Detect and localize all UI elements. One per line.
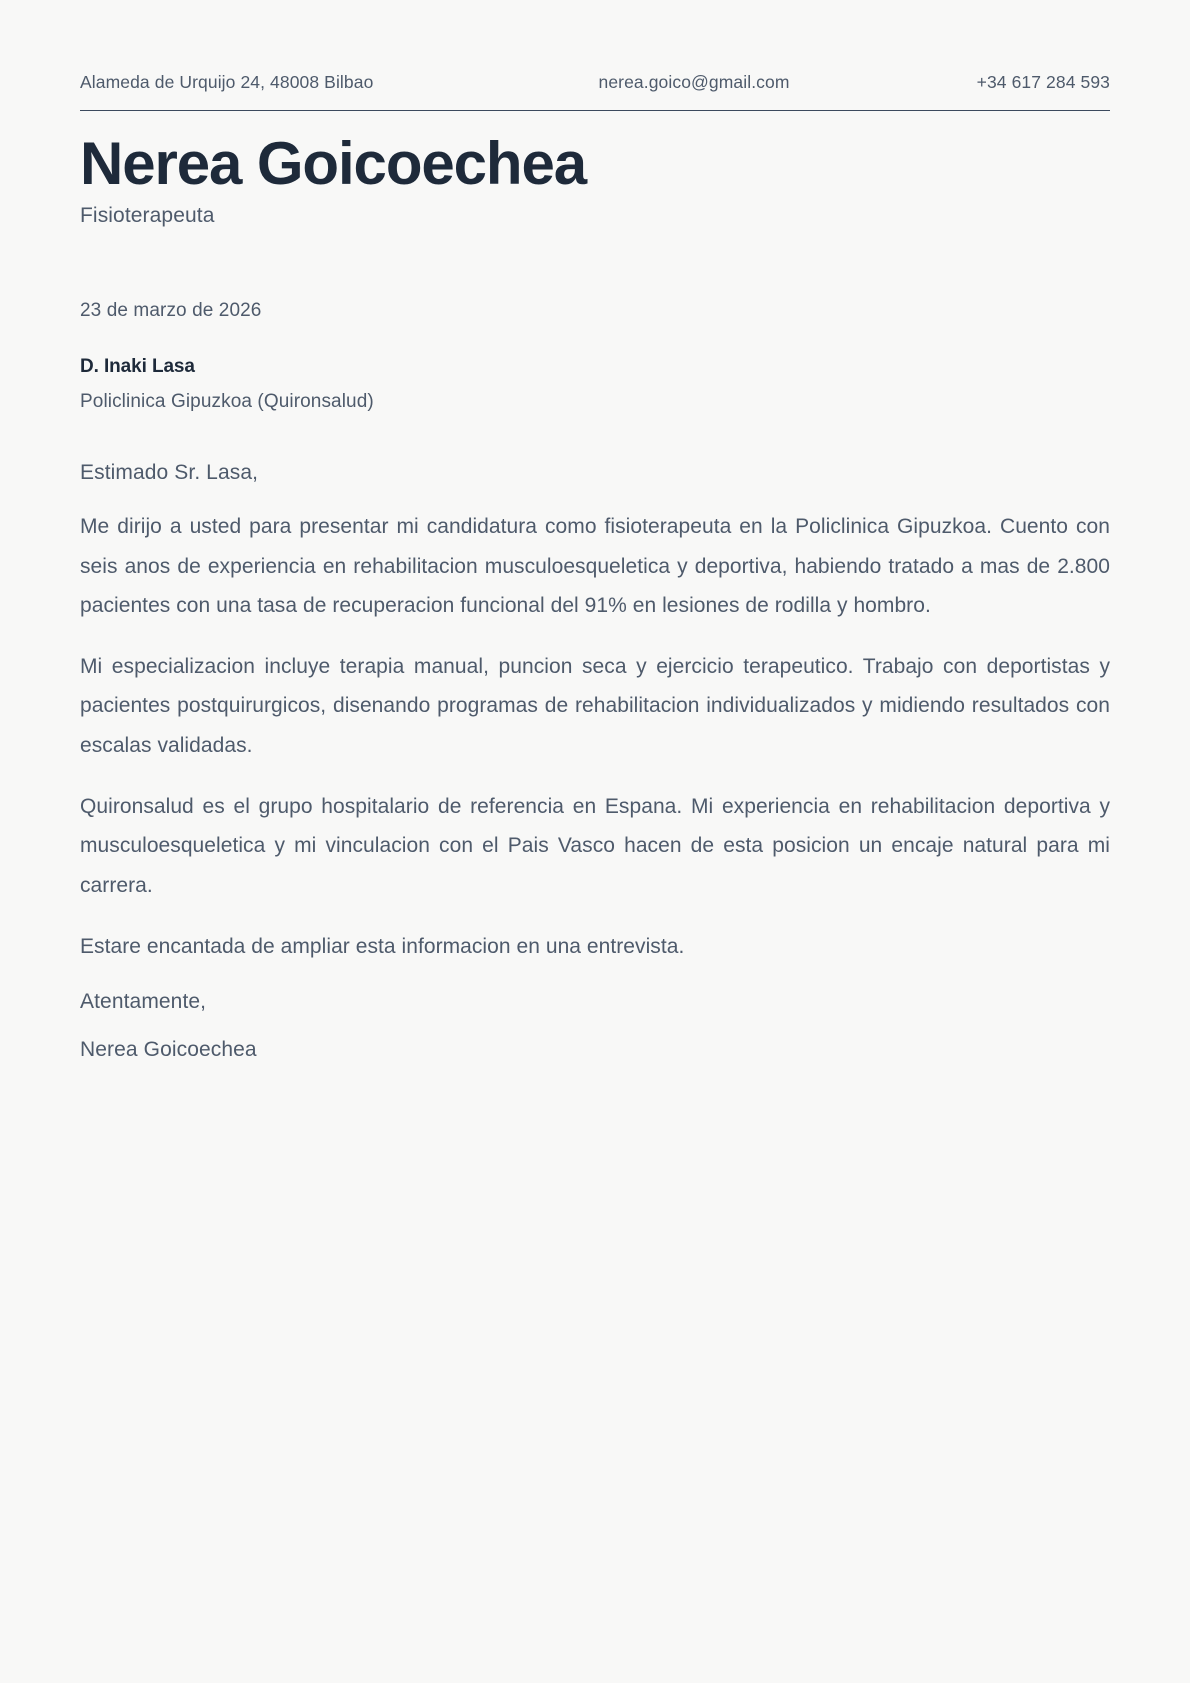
- job-title: Fisioterapeuta: [80, 204, 215, 228]
- recipient-block: [80, 356, 1110, 413]
- signature-name: Nerea Goicoechea: [80, 1038, 257, 1062]
- page-title: Nerea Goicoechea: [80, 130, 586, 197]
- contact-address: Alameda de Urquijo 24, 48008 Bilbao: [80, 72, 374, 92]
- body-paragraph-1: Me dirijo a usted para presentar mi candidatura como fisioterapeuta en la Policlinica Gipuzkoa. Cuento con seis anos de experiencia en rehabilitacion musculoesqueletica y deportiva, habiendo tratado a mas de 2.800 pacientes con una tasa de recuperacion funcional del 91% en lesiones de rodilla y hombro.: [80, 515, 1110, 617]
- contact-header: [80, 72, 1110, 111]
- letter-body: [80, 461, 1110, 1062]
- closing-line: Atentamente,: [80, 990, 207, 1014]
- identity-block: [80, 130, 1110, 228]
- recipient-name: D. Inaki Lasa: [80, 356, 195, 378]
- recipient-organization: Policlinica Gipuzkoa (Quironsalud): [80, 391, 374, 413]
- body-paragraph-2: Mi especializacion incluye terapia manual, puncion seca y ejercicio terapeutico. Trabajo con deportistas y pacientes postquirurgicos, disenando programas de rehabilitacion individualizados y midiendo resultados con escalas validadas.: [80, 655, 1110, 757]
- body-paragraph-3: Quironsalud es el grupo hospitalario de referencia en Espana. Mi experiencia en rehabilitacion deportiva y musculoesqueletica y mi vinculacion con el Pais Vasco hacen de esta posicion un encaje natural para mi carrera.: [80, 794, 1110, 897]
- contact-email[interactable]: nerea.goico@gmail.com: [598, 72, 790, 92]
- contact-phone[interactable]: +34 617 284 593: [976, 72, 1110, 92]
- salutation: Estimado Sr. Lasa,: [80, 461, 259, 485]
- body-paragraph-4: Estare encantada de ampliar esta informacion en una entrevista.: [80, 934, 685, 958]
- letter-date: 23 de marzo de 2026: [80, 300, 262, 322]
